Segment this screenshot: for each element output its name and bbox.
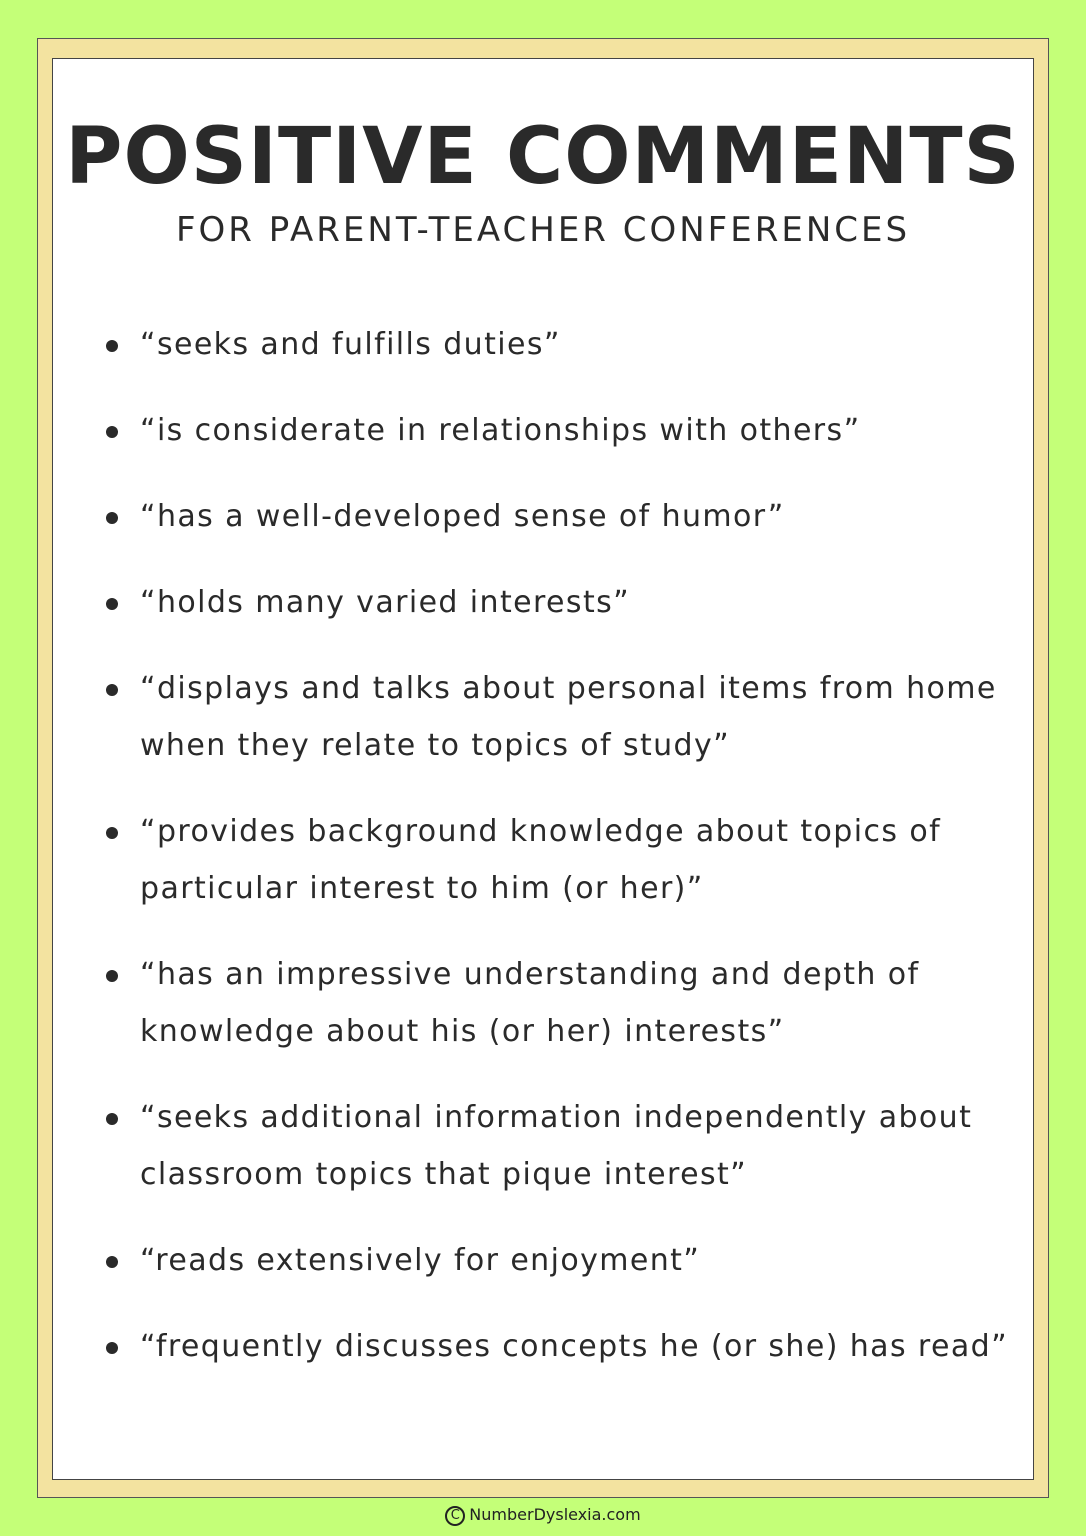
copyright-icon: C (445, 1506, 465, 1526)
bullet-icon (106, 684, 118, 696)
list-item (102, 488, 1032, 545)
comment-text: “has an impressive understanding and depth of knowledge about his (or her) interests” (140, 957, 920, 1049)
comment-text: “is considerate in relationships with others” (140, 413, 861, 448)
list-item (102, 946, 1032, 1060)
bullet-icon (106, 1256, 118, 1268)
comment-text: “reads extensively for enjoyment” (140, 1243, 701, 1278)
list-item (102, 660, 1032, 774)
bullet-icon (106, 598, 118, 610)
comment-text: “seeks and fulfills duties” (140, 327, 561, 362)
list-item (102, 1318, 1032, 1375)
bullet-icon (106, 512, 118, 524)
list-item (102, 1089, 1032, 1203)
comment-text: “provides background knowledge about topics of particular interest to him (or her)” (140, 814, 942, 906)
footer (0, 1505, 1086, 1526)
list-item (102, 803, 1032, 917)
bullet-icon (106, 1342, 118, 1354)
bullet-icon (106, 426, 118, 438)
comment-list (102, 316, 1032, 1404)
list-item (102, 402, 1032, 459)
list-item (102, 1232, 1032, 1289)
bullet-icon (106, 827, 118, 839)
page-title: POSITIVE COMMENTS (65, 112, 1021, 202)
comment-text: “holds many varied interests” (140, 585, 631, 620)
comment-text: “seeks additional information independently about classroom topics that pique interest” (140, 1100, 973, 1192)
bullet-icon (106, 340, 118, 352)
comment-text: “frequently discusses concepts he (or she) has read” (140, 1329, 1009, 1364)
bullet-icon (106, 1113, 118, 1125)
list-item (102, 574, 1032, 631)
comment-text: “has a well-developed sense of humor” (140, 499, 785, 534)
bullet-icon (106, 970, 118, 982)
footer-text: NumberDyslexia.com (469, 1505, 641, 1524)
list-item (102, 316, 1032, 373)
page-subtitle: FOR PARENT-TEACHER CONFERENCES (175, 210, 911, 250)
comment-text: “displays and talks about personal items from home when they relate to topics of study” (140, 671, 997, 763)
